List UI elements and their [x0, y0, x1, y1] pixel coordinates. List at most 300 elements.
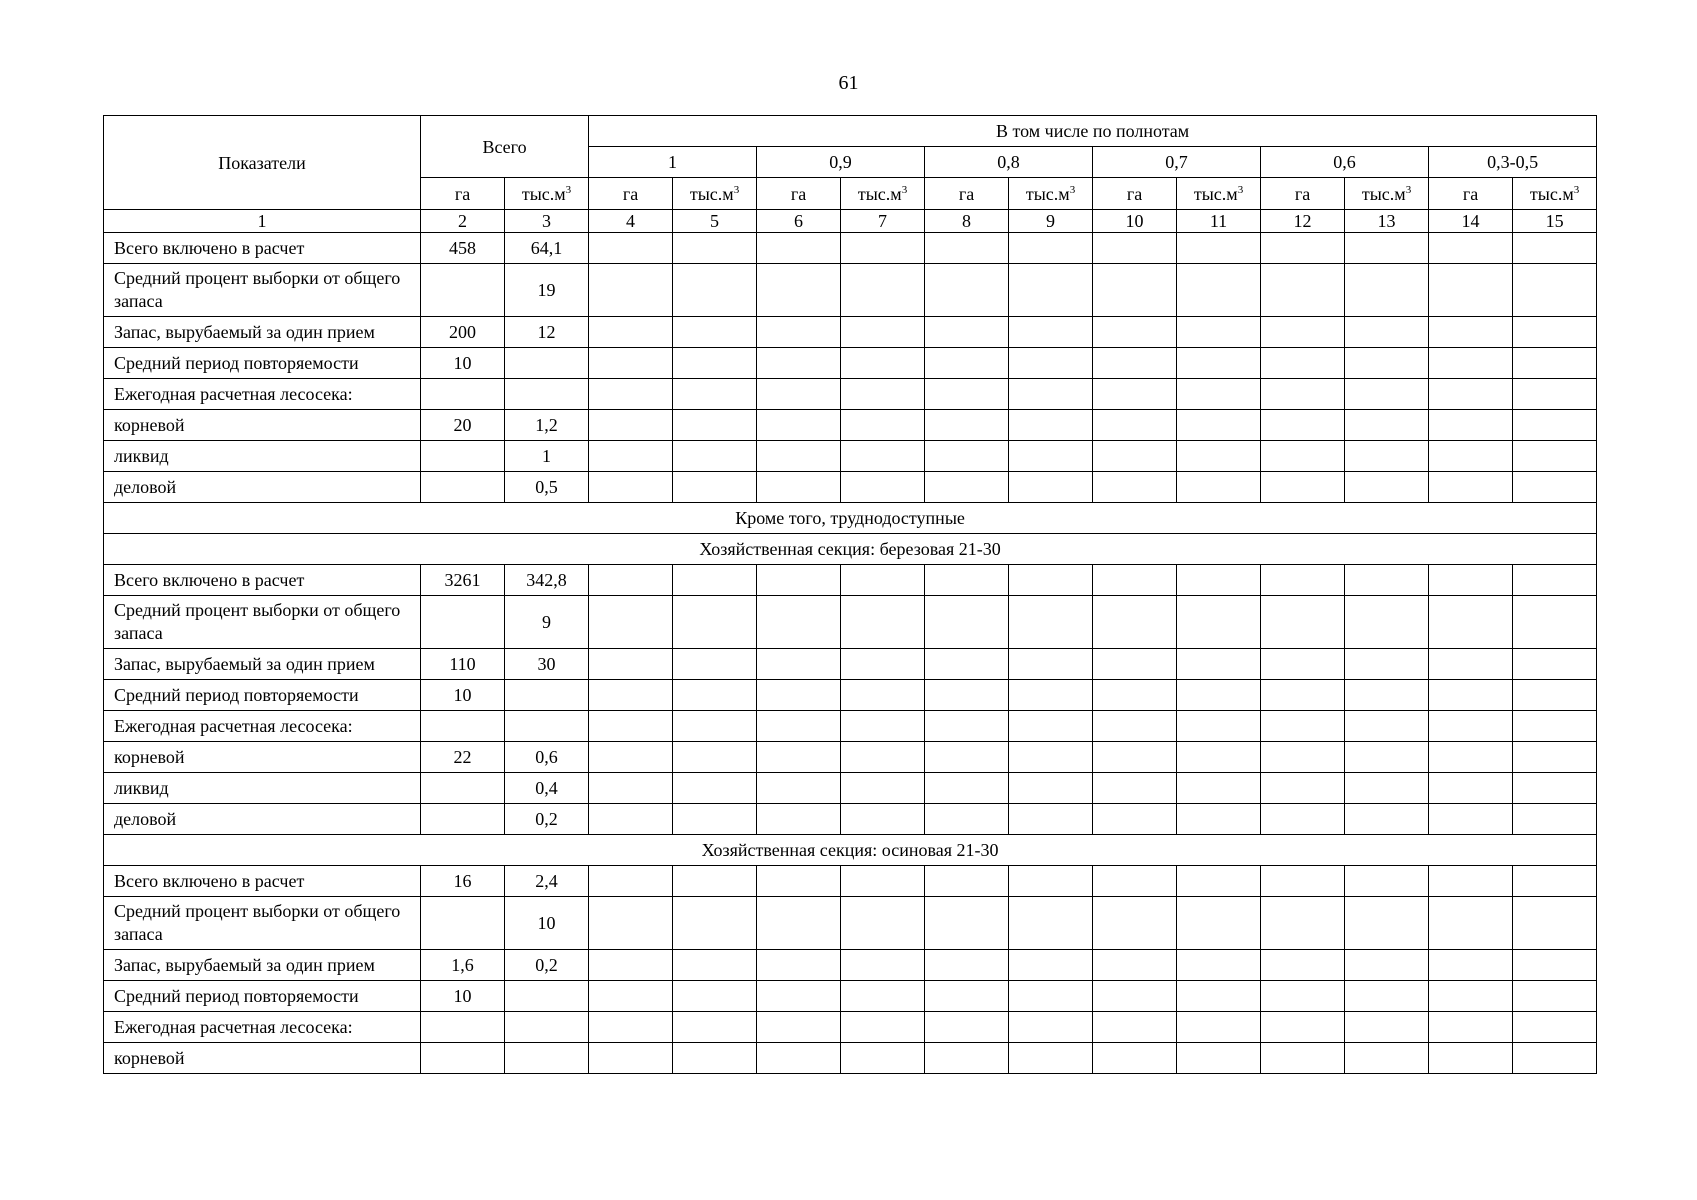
density-cell	[841, 1012, 925, 1043]
density-cell	[673, 866, 757, 897]
density-cell	[1177, 565, 1261, 596]
density-cell	[673, 1043, 757, 1074]
header-indicators: Показатели	[104, 116, 421, 210]
density-cell	[1177, 680, 1261, 711]
density-cell	[1177, 379, 1261, 410]
column-number: 15	[1513, 210, 1597, 233]
table-row	[104, 649, 1597, 680]
density-cell	[589, 711, 673, 742]
table-row	[104, 317, 1597, 348]
total-volume-cell	[505, 711, 589, 742]
density-cell	[1513, 233, 1597, 264]
density-cell	[841, 804, 925, 835]
header-unit-volume	[673, 178, 757, 210]
unit-volume-text: тыс.м	[1025, 183, 1070, 204]
density-cell	[841, 742, 925, 773]
total-volume-cell: 30	[505, 649, 589, 680]
row-label: Запас, вырубаемый за один прием	[104, 317, 421, 348]
density-cell	[1429, 981, 1513, 1012]
table-row	[104, 981, 1597, 1012]
density-cell	[1345, 950, 1429, 981]
column-number: 12	[1261, 210, 1345, 233]
row-label: деловой	[104, 804, 421, 835]
density-cell	[841, 565, 925, 596]
header-unit-ha: га	[1261, 178, 1345, 210]
density-cell	[757, 866, 841, 897]
density-cell	[673, 596, 757, 649]
density-cell	[1093, 317, 1177, 348]
density-cell	[1093, 773, 1177, 804]
density-cell	[1345, 264, 1429, 317]
unit-volume-exponent: 3	[901, 183, 908, 196]
density-cell	[1177, 773, 1261, 804]
density-cell	[673, 565, 757, 596]
density-cell	[925, 596, 1009, 649]
density-cell	[1261, 348, 1345, 379]
column-number: 13	[1345, 210, 1429, 233]
density-cell	[1009, 866, 1093, 897]
density-cell	[925, 233, 1009, 264]
density-cell	[1429, 649, 1513, 680]
unit-volume-text: тыс.м	[1529, 183, 1574, 204]
total-volume-cell: 0,2	[505, 950, 589, 981]
page-number: 61	[838, 72, 859, 94]
unit-volume-exponent: 3	[565, 183, 572, 196]
density-cell	[925, 472, 1009, 503]
total-volume-cell: 9	[505, 596, 589, 649]
column-number: 1	[104, 210, 421, 233]
section-title: Хозяйственная секция: березовая 21-30	[104, 534, 1597, 565]
density-cell	[841, 441, 925, 472]
density-cell	[1345, 472, 1429, 503]
total-ha-cell	[421, 596, 505, 649]
density-cell	[589, 773, 673, 804]
density-cell	[757, 317, 841, 348]
density-cell	[1009, 950, 1093, 981]
density-cell	[925, 866, 1009, 897]
density-cell	[925, 379, 1009, 410]
density-cell	[589, 1043, 673, 1074]
table-row	[104, 680, 1597, 711]
density-cell	[1009, 379, 1093, 410]
density-cell	[1093, 680, 1177, 711]
density-cell	[673, 773, 757, 804]
unit-volume-text: тыс.м	[1361, 183, 1406, 204]
density-cell	[1261, 981, 1345, 1012]
density-cell	[757, 773, 841, 804]
row-label: Запас, вырубаемый за один прием	[104, 950, 421, 981]
density-cell	[589, 1012, 673, 1043]
density-cell	[673, 264, 757, 317]
density-cell	[925, 1012, 1009, 1043]
total-ha-cell	[421, 472, 505, 503]
density-cell	[1429, 233, 1513, 264]
table-row	[104, 264, 1597, 317]
density-cell	[589, 410, 673, 441]
density-cell	[1009, 472, 1093, 503]
density-cell	[925, 680, 1009, 711]
total-volume-cell: 12	[505, 317, 589, 348]
density-cell	[1093, 1043, 1177, 1074]
density-cell	[673, 441, 757, 472]
density-cell	[1093, 233, 1177, 264]
density-cell	[1345, 680, 1429, 711]
density-cell	[1093, 410, 1177, 441]
density-cell	[1345, 981, 1429, 1012]
density-cell	[841, 711, 925, 742]
total-ha-cell: 20	[421, 410, 505, 441]
density-cell	[841, 472, 925, 503]
density-cell	[1513, 379, 1597, 410]
density-cell	[589, 649, 673, 680]
density-cell	[673, 649, 757, 680]
total-volume-cell	[505, 981, 589, 1012]
density-cell	[1513, 1012, 1597, 1043]
table-row	[104, 441, 1597, 472]
density-cell	[1009, 742, 1093, 773]
density-cell	[925, 981, 1009, 1012]
density-cell	[1345, 317, 1429, 348]
density-cell	[1093, 565, 1177, 596]
density-cell	[757, 472, 841, 503]
density-cell	[1345, 649, 1429, 680]
density-cell	[757, 565, 841, 596]
density-cell	[1093, 1012, 1177, 1043]
total-volume-cell	[505, 1043, 589, 1074]
table-row	[104, 773, 1597, 804]
density-cell	[589, 441, 673, 472]
row-label: Средний период повторяемости	[104, 348, 421, 379]
density-cell	[1177, 897, 1261, 950]
density-cell	[1009, 804, 1093, 835]
density-cell	[1513, 742, 1597, 773]
density-cell	[1345, 441, 1429, 472]
density-cell	[1513, 649, 1597, 680]
density-cell	[1177, 804, 1261, 835]
density-cell	[757, 233, 841, 264]
header-unit-volume	[841, 178, 925, 210]
density-cell	[1429, 264, 1513, 317]
density-cell	[1513, 472, 1597, 503]
total-volume-cell: 10	[505, 897, 589, 950]
header-total: Всего	[421, 116, 589, 178]
density-cell	[1009, 596, 1093, 649]
density-cell	[589, 565, 673, 596]
column-number: 6	[757, 210, 841, 233]
unit-volume-exponent: 3	[1237, 183, 1244, 196]
total-volume-cell	[505, 348, 589, 379]
density-cell	[673, 680, 757, 711]
density-cell	[589, 379, 673, 410]
total-ha-cell: 458	[421, 233, 505, 264]
header-density-group: 0,9	[757, 147, 925, 178]
density-cell	[1261, 742, 1345, 773]
density-cell	[1093, 596, 1177, 649]
header-density-group: 1	[589, 147, 757, 178]
density-cell	[1009, 264, 1093, 317]
total-ha-cell: 110	[421, 649, 505, 680]
column-number: 3	[505, 210, 589, 233]
row-label: Всего включено в расчет	[104, 233, 421, 264]
column-number: 4	[589, 210, 673, 233]
density-cell	[757, 379, 841, 410]
density-cell	[1345, 773, 1429, 804]
row-label: корневой	[104, 742, 421, 773]
table-row	[104, 866, 1597, 897]
table-row	[104, 596, 1597, 649]
density-cell	[589, 233, 673, 264]
total-ha-cell	[421, 1043, 505, 1074]
column-number: 14	[1429, 210, 1513, 233]
density-cell	[1345, 1012, 1429, 1043]
density-cell	[1177, 317, 1261, 348]
density-cell	[673, 742, 757, 773]
table-row	[104, 565, 1597, 596]
density-cell	[1009, 1043, 1093, 1074]
total-volume-cell: 1,2	[505, 410, 589, 441]
density-cell	[1009, 680, 1093, 711]
header-including: В том числе по полнотам	[589, 116, 1597, 147]
density-cell	[1429, 441, 1513, 472]
density-cell	[1429, 379, 1513, 410]
density-cell	[757, 596, 841, 649]
density-cell	[1513, 565, 1597, 596]
density-cell	[673, 410, 757, 441]
total-volume-cell: 19	[505, 264, 589, 317]
header-unit-volume	[505, 178, 589, 210]
density-cell	[1261, 317, 1345, 348]
density-cell	[1177, 472, 1261, 503]
total-volume-cell: 342,8	[505, 565, 589, 596]
unit-volume-exponent: 3	[1405, 183, 1412, 196]
density-cell	[1429, 680, 1513, 711]
density-cell	[925, 804, 1009, 835]
density-cell	[925, 565, 1009, 596]
total-ha-cell	[421, 441, 505, 472]
unit-volume-exponent: 3	[733, 183, 740, 196]
density-cell	[1429, 897, 1513, 950]
total-ha-cell	[421, 773, 505, 804]
density-cell	[757, 711, 841, 742]
total-volume-cell: 2,4	[505, 866, 589, 897]
density-cell	[841, 866, 925, 897]
total-ha-cell: 16	[421, 866, 505, 897]
density-cell	[1429, 742, 1513, 773]
total-ha-cell	[421, 711, 505, 742]
density-cell	[757, 348, 841, 379]
density-cell	[841, 981, 925, 1012]
density-cell	[1345, 866, 1429, 897]
density-cell	[1177, 441, 1261, 472]
density-cell	[589, 317, 673, 348]
density-cell	[1513, 596, 1597, 649]
density-cell	[925, 264, 1009, 317]
density-cell	[1513, 897, 1597, 950]
density-cell	[925, 410, 1009, 441]
column-number: 8	[925, 210, 1009, 233]
density-cell	[1177, 233, 1261, 264]
total-ha-cell: 200	[421, 317, 505, 348]
density-cell	[1261, 804, 1345, 835]
density-cell	[1261, 866, 1345, 897]
density-cell	[589, 804, 673, 835]
density-cell	[1009, 565, 1093, 596]
density-cell	[1177, 1043, 1261, 1074]
column-number: 7	[841, 210, 925, 233]
density-cell	[1093, 897, 1177, 950]
table-row	[104, 1012, 1597, 1043]
density-cell	[673, 897, 757, 950]
density-cell	[841, 233, 925, 264]
table-row	[104, 742, 1597, 773]
density-cell	[589, 264, 673, 317]
row-label: Ежегодная расчетная лесосека:	[104, 1012, 421, 1043]
density-cell	[1009, 773, 1093, 804]
density-cell	[925, 950, 1009, 981]
table-row	[104, 233, 1597, 264]
density-cell	[1009, 317, 1093, 348]
density-cell	[1093, 348, 1177, 379]
density-cell	[925, 649, 1009, 680]
density-cell	[757, 1012, 841, 1043]
row-label: Всего включено в расчет	[104, 866, 421, 897]
density-cell	[1093, 441, 1177, 472]
density-cell	[1261, 950, 1345, 981]
density-cell	[1261, 680, 1345, 711]
header-unit-ha: га	[421, 178, 505, 210]
total-ha-cell: 22	[421, 742, 505, 773]
density-cell	[1345, 711, 1429, 742]
unit-volume-text: тыс.м	[857, 183, 902, 204]
density-cell	[589, 866, 673, 897]
density-cell	[925, 1043, 1009, 1074]
density-cell	[1345, 233, 1429, 264]
density-cell	[1429, 950, 1513, 981]
density-cell	[1177, 950, 1261, 981]
density-cell	[841, 680, 925, 711]
density-cell	[1093, 804, 1177, 835]
density-cell	[1513, 1043, 1597, 1074]
density-cell	[1345, 410, 1429, 441]
density-cell	[1429, 317, 1513, 348]
column-number: 10	[1093, 210, 1177, 233]
column-number: 9	[1009, 210, 1093, 233]
row-label: Всего включено в расчет	[104, 565, 421, 596]
density-cell	[1177, 348, 1261, 379]
density-cell	[1177, 649, 1261, 680]
density-cell	[1009, 348, 1093, 379]
row-label: Средний процент выборки от общего запаса	[104, 264, 421, 317]
density-cell	[841, 897, 925, 950]
density-cell	[841, 264, 925, 317]
density-cell	[1345, 804, 1429, 835]
density-cell	[673, 472, 757, 503]
density-cell	[925, 348, 1009, 379]
density-cell	[589, 897, 673, 950]
density-cell	[1513, 866, 1597, 897]
density-cell	[1093, 649, 1177, 680]
density-cell	[1429, 410, 1513, 441]
density-cell	[1429, 866, 1513, 897]
total-ha-cell: 10	[421, 680, 505, 711]
density-cell	[1261, 233, 1345, 264]
table-row	[104, 348, 1597, 379]
header-density-group: 0,7	[1093, 147, 1261, 178]
density-cell	[1009, 441, 1093, 472]
density-cell	[925, 897, 1009, 950]
density-cell	[1177, 742, 1261, 773]
density-cell	[1261, 264, 1345, 317]
row-label: деловой	[104, 472, 421, 503]
section-row	[104, 503, 1597, 534]
density-cell	[841, 596, 925, 649]
header-unit-ha: га	[1429, 178, 1513, 210]
table-row	[104, 1043, 1597, 1074]
total-ha-cell	[421, 804, 505, 835]
density-cell	[841, 410, 925, 441]
density-cell	[1009, 649, 1093, 680]
header-unit-ha: га	[589, 178, 673, 210]
header-unit-volume	[1009, 178, 1093, 210]
density-cell	[1009, 410, 1093, 441]
total-volume-cell: 0,4	[505, 773, 589, 804]
density-cell	[1513, 680, 1597, 711]
table-row	[104, 950, 1597, 981]
density-cell	[1093, 950, 1177, 981]
total-ha-cell	[421, 1012, 505, 1043]
density-cell	[1345, 897, 1429, 950]
density-cell	[1177, 866, 1261, 897]
density-cell	[1429, 1043, 1513, 1074]
density-cell	[1177, 410, 1261, 441]
density-cell	[1009, 711, 1093, 742]
header-unit-ha: га	[925, 178, 1009, 210]
density-cell	[1093, 866, 1177, 897]
total-ha-cell	[421, 897, 505, 950]
density-cell	[673, 981, 757, 1012]
density-cell	[757, 410, 841, 441]
density-cell	[757, 981, 841, 1012]
table-row	[104, 379, 1597, 410]
table-row	[104, 897, 1597, 950]
column-number: 2	[421, 210, 505, 233]
row-label: Средний период повторяемости	[104, 680, 421, 711]
density-cell	[1513, 981, 1597, 1012]
row-label: корневой	[104, 1043, 421, 1074]
header-unit-ha: га	[1093, 178, 1177, 210]
header-unit-ha: га	[757, 178, 841, 210]
density-cell	[1429, 711, 1513, 742]
density-cell	[1093, 472, 1177, 503]
row-label: Средний процент выборки от общего запаса	[104, 596, 421, 649]
cutting-area-table	[103, 115, 1597, 1074]
column-number: 5	[673, 210, 757, 233]
density-cell	[1513, 441, 1597, 472]
unit-volume-text: тыс.м	[689, 183, 734, 204]
density-cell	[1513, 804, 1597, 835]
total-ha-cell: 1,6	[421, 950, 505, 981]
density-cell	[589, 348, 673, 379]
density-cell	[1093, 711, 1177, 742]
row-label: корневой	[104, 410, 421, 441]
density-cell	[1513, 711, 1597, 742]
density-cell	[841, 348, 925, 379]
density-cell	[925, 742, 1009, 773]
unit-volume-exponent: 3	[1573, 183, 1580, 196]
section-title: Кроме того, труднодоступные	[104, 503, 1597, 534]
density-cell	[673, 379, 757, 410]
density-cell	[589, 472, 673, 503]
